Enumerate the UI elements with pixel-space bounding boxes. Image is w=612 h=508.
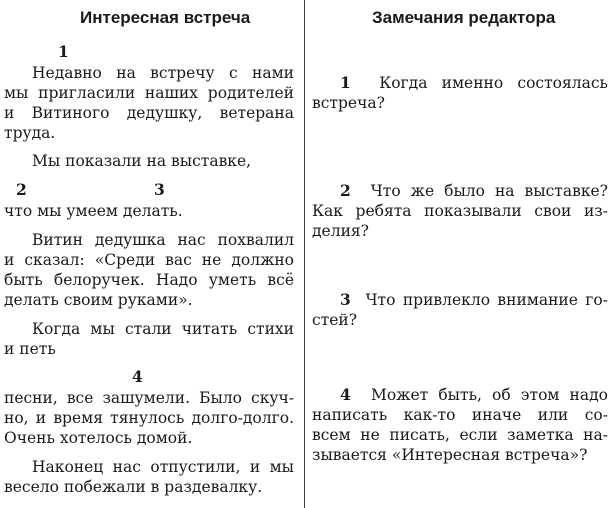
remark-number: 4 — [340, 385, 351, 404]
story-paragraph-7 — [4, 457, 294, 497]
story-paragraph-4 — [4, 230, 294, 310]
story-paragraph-1 — [4, 63, 294, 143]
story-paragraph-3 — [4, 201, 294, 221]
marker-4: 4 — [132, 367, 143, 386]
remark-line: написать как-то иначе или со- — [312, 406, 608, 424]
marker-2: 2 — [16, 180, 27, 199]
remark-3 — [312, 290, 608, 330]
remark-line: всем не писать, если заметка на- — [312, 426, 608, 444]
story-line: труда. — [4, 124, 56, 142]
remarks-title: Замечания редактора — [372, 8, 556, 27]
story-paragraph-5 — [4, 319, 294, 359]
story-line: Когда мы стали читать стихи — [32, 320, 294, 338]
marker-1: 1 — [58, 42, 69, 61]
marker-3: 3 — [154, 180, 165, 199]
story-line: Мы показали на выставке, — [32, 152, 252, 170]
remark-1 — [312, 73, 608, 113]
remark-number: 2 — [340, 181, 351, 200]
remark-line: стей? — [312, 311, 358, 329]
story-column — [4, 0, 294, 508]
remark-4 — [312, 385, 608, 465]
story-line: и сказал: «Среди вас не должно — [4, 251, 294, 269]
story-line: весело побежали в раздевалку. — [4, 478, 263, 496]
story-line: быть белоручек. Надо уметь всё — [4, 271, 294, 289]
column-divider — [304, 0, 305, 508]
remark-line: 2 Что же было на выставке? — [340, 181, 608, 200]
story-line: Витин дедушка нас похвалил — [32, 231, 294, 249]
story-paragraph-2 — [4, 151, 294, 171]
story-line: делать своим руками». — [4, 291, 193, 309]
remark-line: делия? — [312, 222, 369, 240]
remark-line: 3 Что привлекло внимание го- — [340, 290, 608, 309]
story-title: Интересная встреча — [80, 8, 251, 27]
story-line: но, и время тянулось долго-долго. — [4, 409, 294, 427]
remark-number: 3 — [340, 290, 351, 309]
story-line: Наконец нас отпустили, и мы — [32, 458, 294, 476]
story-line: мы пригласили наших родителей — [4, 84, 294, 102]
editor-remarks-column — [312, 0, 608, 508]
remark-number: 1 — [340, 73, 351, 92]
remark-line: Как ребята показывали свои из- — [312, 202, 608, 220]
story-line: Недавно на встречу с нами — [32, 64, 294, 82]
story-line: песни, все зашумели. Было скуч- — [4, 389, 294, 407]
remark-line: 4 Может быть, об этом надо — [340, 385, 609, 404]
remark-2 — [312, 181, 608, 241]
remark-line: 1 Когда именно состоялась — [340, 73, 608, 92]
story-line: и Витиного дедушку, ветерана — [4, 104, 294, 122]
remark-line: встреча? — [312, 94, 385, 112]
story-line: и петь — [4, 340, 56, 358]
story-paragraph-6 — [4, 388, 294, 448]
story-line: Очень хотелось домой. — [4, 429, 193, 447]
story-line: что мы умеем делать. — [4, 202, 183, 220]
remark-line: зывается «Интересная встреча»? — [312, 446, 588, 464]
